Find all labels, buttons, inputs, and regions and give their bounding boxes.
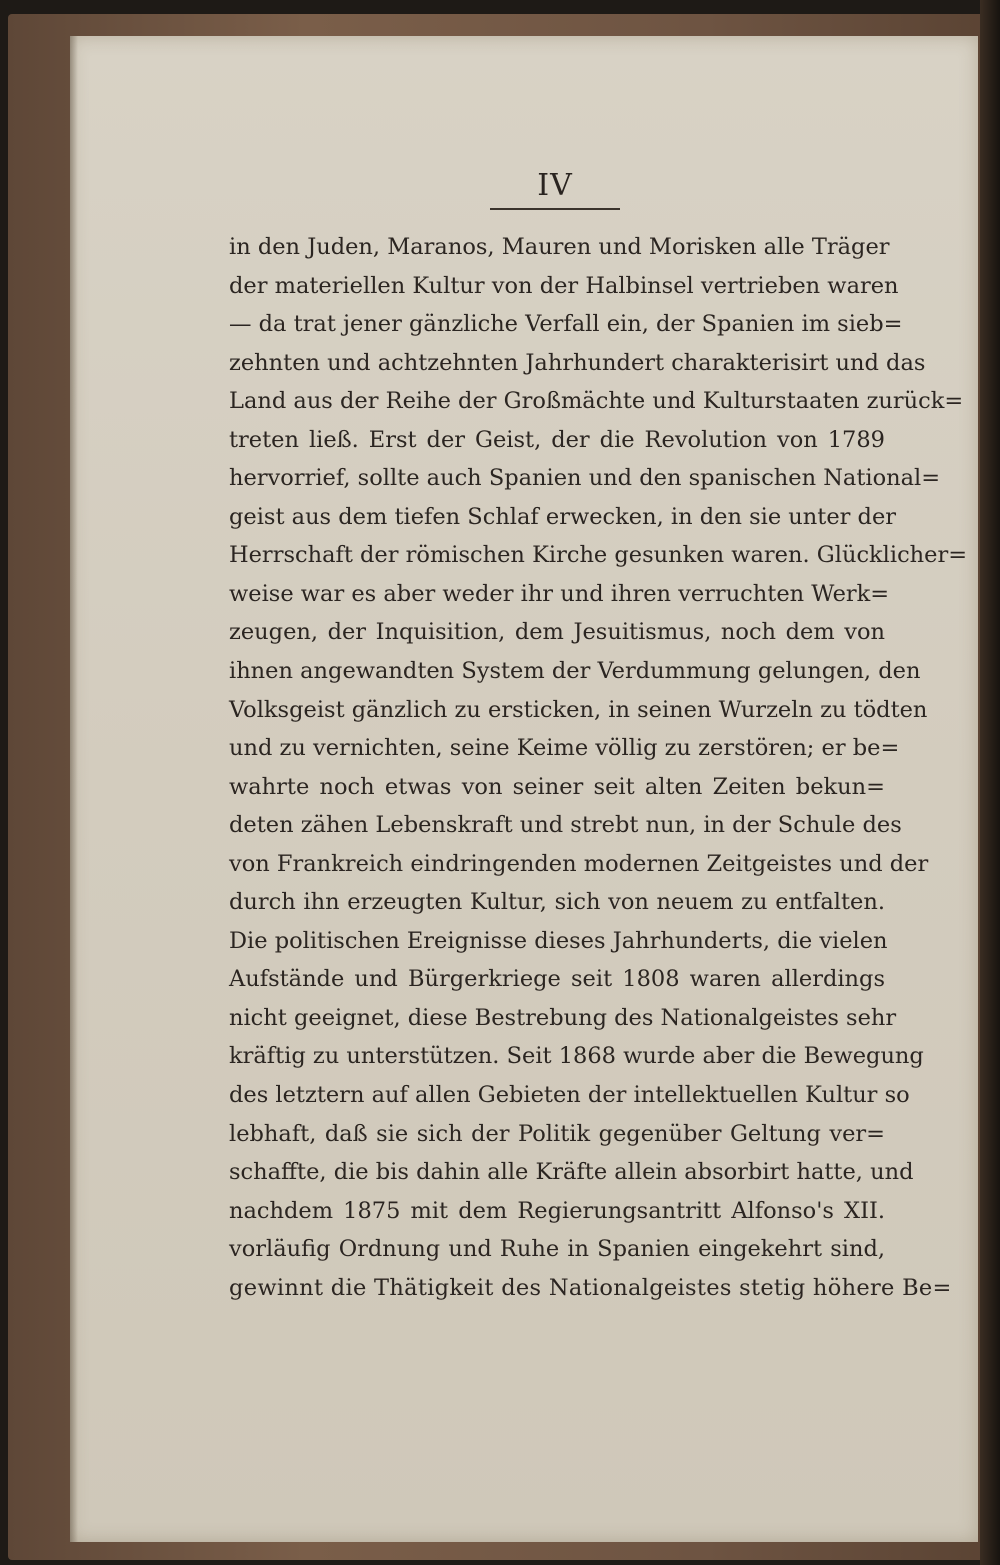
page-header bbox=[490, 168, 620, 210]
text-line: deten zähen Lebenskraft und strebt nun, in der Schule des bbox=[229, 812, 902, 839]
text-line: schaffte, die bis dahin alle Kräfte allein absorbirt hatte, und bbox=[229, 1159, 914, 1186]
text-line: Aufstände und Bürgerkriege seit 1808 waren allerdings bbox=[229, 966, 885, 993]
text-line: in den Juden, Maranos, Mauren und Morisken alle Träger bbox=[229, 234, 890, 260]
header-rule bbox=[490, 208, 620, 210]
text-line: hervorrief, sollte auch Spanien und den spanischen National= bbox=[229, 465, 941, 492]
page-number: IV bbox=[537, 168, 573, 203]
text-line: der materiellen Kultur von der Halbinsel vertrieben waren bbox=[229, 272, 899, 299]
text-line: Die politischen Ereignisse dieses Jahrhunderts, die vielen bbox=[229, 927, 888, 954]
text-line: zeugen, der Inquisition, dem Jesuitismus, noch dem von bbox=[229, 619, 885, 646]
text-line: nachdem 1875 mit dem Regierungsantritt Alfonso's XII. bbox=[229, 1197, 885, 1224]
text-line: und zu vernichten, seine Keime völlig zu zerstören; er be= bbox=[229, 735, 900, 762]
text-line: durch ihn erzeugten Kultur, sich von neuem zu entfalten. bbox=[229, 889, 885, 916]
text-line: Volksgeist gänzlich zu ersticken, in seinen Wurzeln zu tödten bbox=[229, 696, 928, 723]
text-line: geist aus dem tiefen Schlaf erwecken, in den sie unter der bbox=[229, 503, 897, 530]
text-line: Land aus der Reihe der Großmächte und Kulturstaaten zurück= bbox=[229, 388, 964, 415]
text-line: nicht geeignet, diese Bestrebung des Nationalgeistes sehr bbox=[229, 1004, 897, 1031]
text-line: ihnen angewandten System der Verdummung gelungen, den bbox=[229, 658, 921, 685]
text-line: zehnten und achtzehnten Jahrhundert charakterisirt und das bbox=[229, 349, 926, 376]
text-line: gewinnt die Thätigkeit des Nationalgeistes stetig höhere Be= bbox=[229, 1274, 952, 1301]
body-text bbox=[229, 228, 968, 1307]
text-line: kräftig zu unterstützen. Seit 1868 wurde aber die Bewegung bbox=[229, 1043, 924, 1070]
text-line: Herrschaft der römischen Kirche gesunken waren. Glücklicher= bbox=[229, 542, 968, 569]
text-line: von Frankreich eindringenden modernen Zeitgeistes und der bbox=[229, 850, 929, 877]
text-line: treten ließ. Erst der Geist, der die Revolution von 1789 bbox=[229, 426, 885, 453]
text-line: vorläufig Ordnung und Ruhe in Spanien eingekehrt sind, bbox=[229, 1236, 885, 1263]
text-line: weise war es aber weder ihr und ihren verruchten Werk= bbox=[229, 580, 890, 607]
text-line: — da trat jener gänzliche Verfall ein, der Spanien im sieb= bbox=[229, 311, 903, 338]
book-edge-shadow bbox=[980, 0, 1000, 1565]
text-line: lebhaft, daß sie sich der Politik gegenüber Geltung ver= bbox=[229, 1120, 885, 1147]
text-line: wahrte noch etwas von seiner seit alten Zeiten bekun= bbox=[229, 773, 885, 800]
text-line: des letztern auf allen Gebieten der intellektuellen Kultur so bbox=[229, 1082, 910, 1109]
